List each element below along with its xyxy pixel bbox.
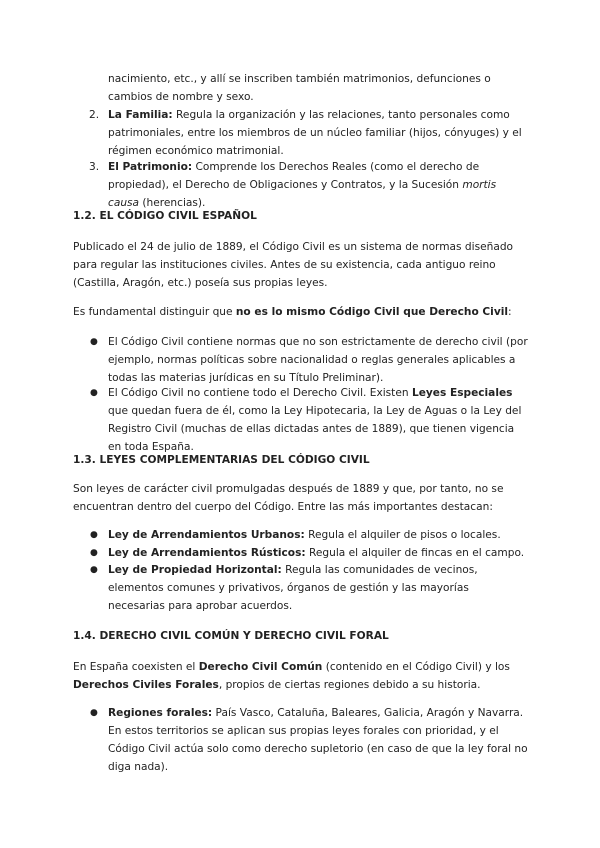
list-item: El Código Civil contiene normas que no son estrictamente de derecho civil (por ejemplo, normas políticas sobre nacionalidad o reglas generales aplicables a todas las materias jurídicas en su Título Preliminar). — [108, 336, 528, 384]
paragraph: Son leyes de carácter civil promulgadas después de 1889 y que, por tanto, no se encuentran dentro del cuerpo del Código. Entre las más importantes destacan: — [73, 483, 504, 513]
bullet-icon: ● — [90, 388, 98, 398]
list-item: El Código Civil no contiene todo el Derecho Civil. Existen Leyes Especiales que quedan fuera de él, como la Ley Hipotecaria, la Ley de Aguas o la Ley del Registro Civil (muchas de ellas dictadas antes de 1889), que tienen vigencia en toda España. — [108, 387, 522, 453]
list-item-patrimonio: El Patrimonio: Comprende los Derechos Reales (como el derecho de propiedad), el Derecho de Obligaciones y Contratos, y la Sucesión mortis causa (herencias). — [108, 161, 497, 209]
list-number: 2. — [89, 109, 100, 121]
bullet-icon: ● — [90, 565, 98, 575]
bullet-icon: ● — [90, 548, 98, 558]
list-item: Ley de Propiedad Horizontal: Regula las comunidades de vecinos, elementos comunes y privativos, órganos de gestión y las mayorías necesarias para aprobar acuerdos. — [108, 564, 478, 612]
list-item-term: El Patrimonio: — [108, 161, 193, 173]
section-heading-1-3: 1.3. LEYES COMPLEMENTARIAS DEL CÓDIGO CIVIL — [73, 454, 370, 466]
list-item-continuation: nacimiento, etc., y allí se inscriben también matrimonios, defunciones o cambios de nombre y sexo. — [108, 73, 491, 103]
bullet-icon: ● — [90, 708, 98, 718]
paragraph: Es fundamental distinguir que no es lo mismo Código Civil que Derecho Civil: — [73, 306, 512, 318]
list-item: Ley de Arrendamientos Rústicos: Regula el alquiler de fincas en el campo. — [108, 547, 525, 559]
list-item: Ley de Arrendamientos Urbanos: Regula el alquiler de pisos o locales. — [108, 529, 501, 541]
section-heading-1-2: 1.2. EL CÓDIGO CIVIL ESPAÑOL — [73, 210, 257, 222]
list-item-familia: La Familia: Regula la organización y las relaciones, tanto personales como patrimoniales, entre los miembros de un núcleo familiar (hijos, cónyuges) y el régimen económico matrimonial. — [108, 109, 522, 157]
bullet-icon: ● — [90, 337, 98, 347]
list-number: 3. — [89, 161, 100, 173]
bullet-icon: ● — [90, 530, 98, 540]
list-item-term: La Familia: — [108, 109, 173, 121]
list-item: Regiones forales: País Vasco, Cataluña, Baleares, Galicia, Aragón y Navarra. En estos territorios se aplican sus propias leyes forales con prioridad, y el Código Civil actúa solo como derecho supletorio (en caso de que la ley foral no diga nada). — [108, 707, 528, 773]
paragraph: Publicado el 24 de julio de 1889, el Código Civil es un sistema de normas diseñado para regular las instituciones civiles. Antes de su existencia, cada antiguo reino (Castilla, Aragón, etc.) poseía sus propias leyes. — [73, 241, 514, 289]
italic-term: mortis causa — [108, 179, 497, 209]
section-heading-1-4: 1.4. DERECHO CIVIL COMÚN Y DERECHO CIVIL FORAL — [73, 630, 389, 642]
paragraph: En España coexisten el Derecho Civil Común (contenido en el Código Civil) y los Derechos Civiles Forales, propios de ciertas regiones debido a su historia. — [73, 661, 510, 691]
